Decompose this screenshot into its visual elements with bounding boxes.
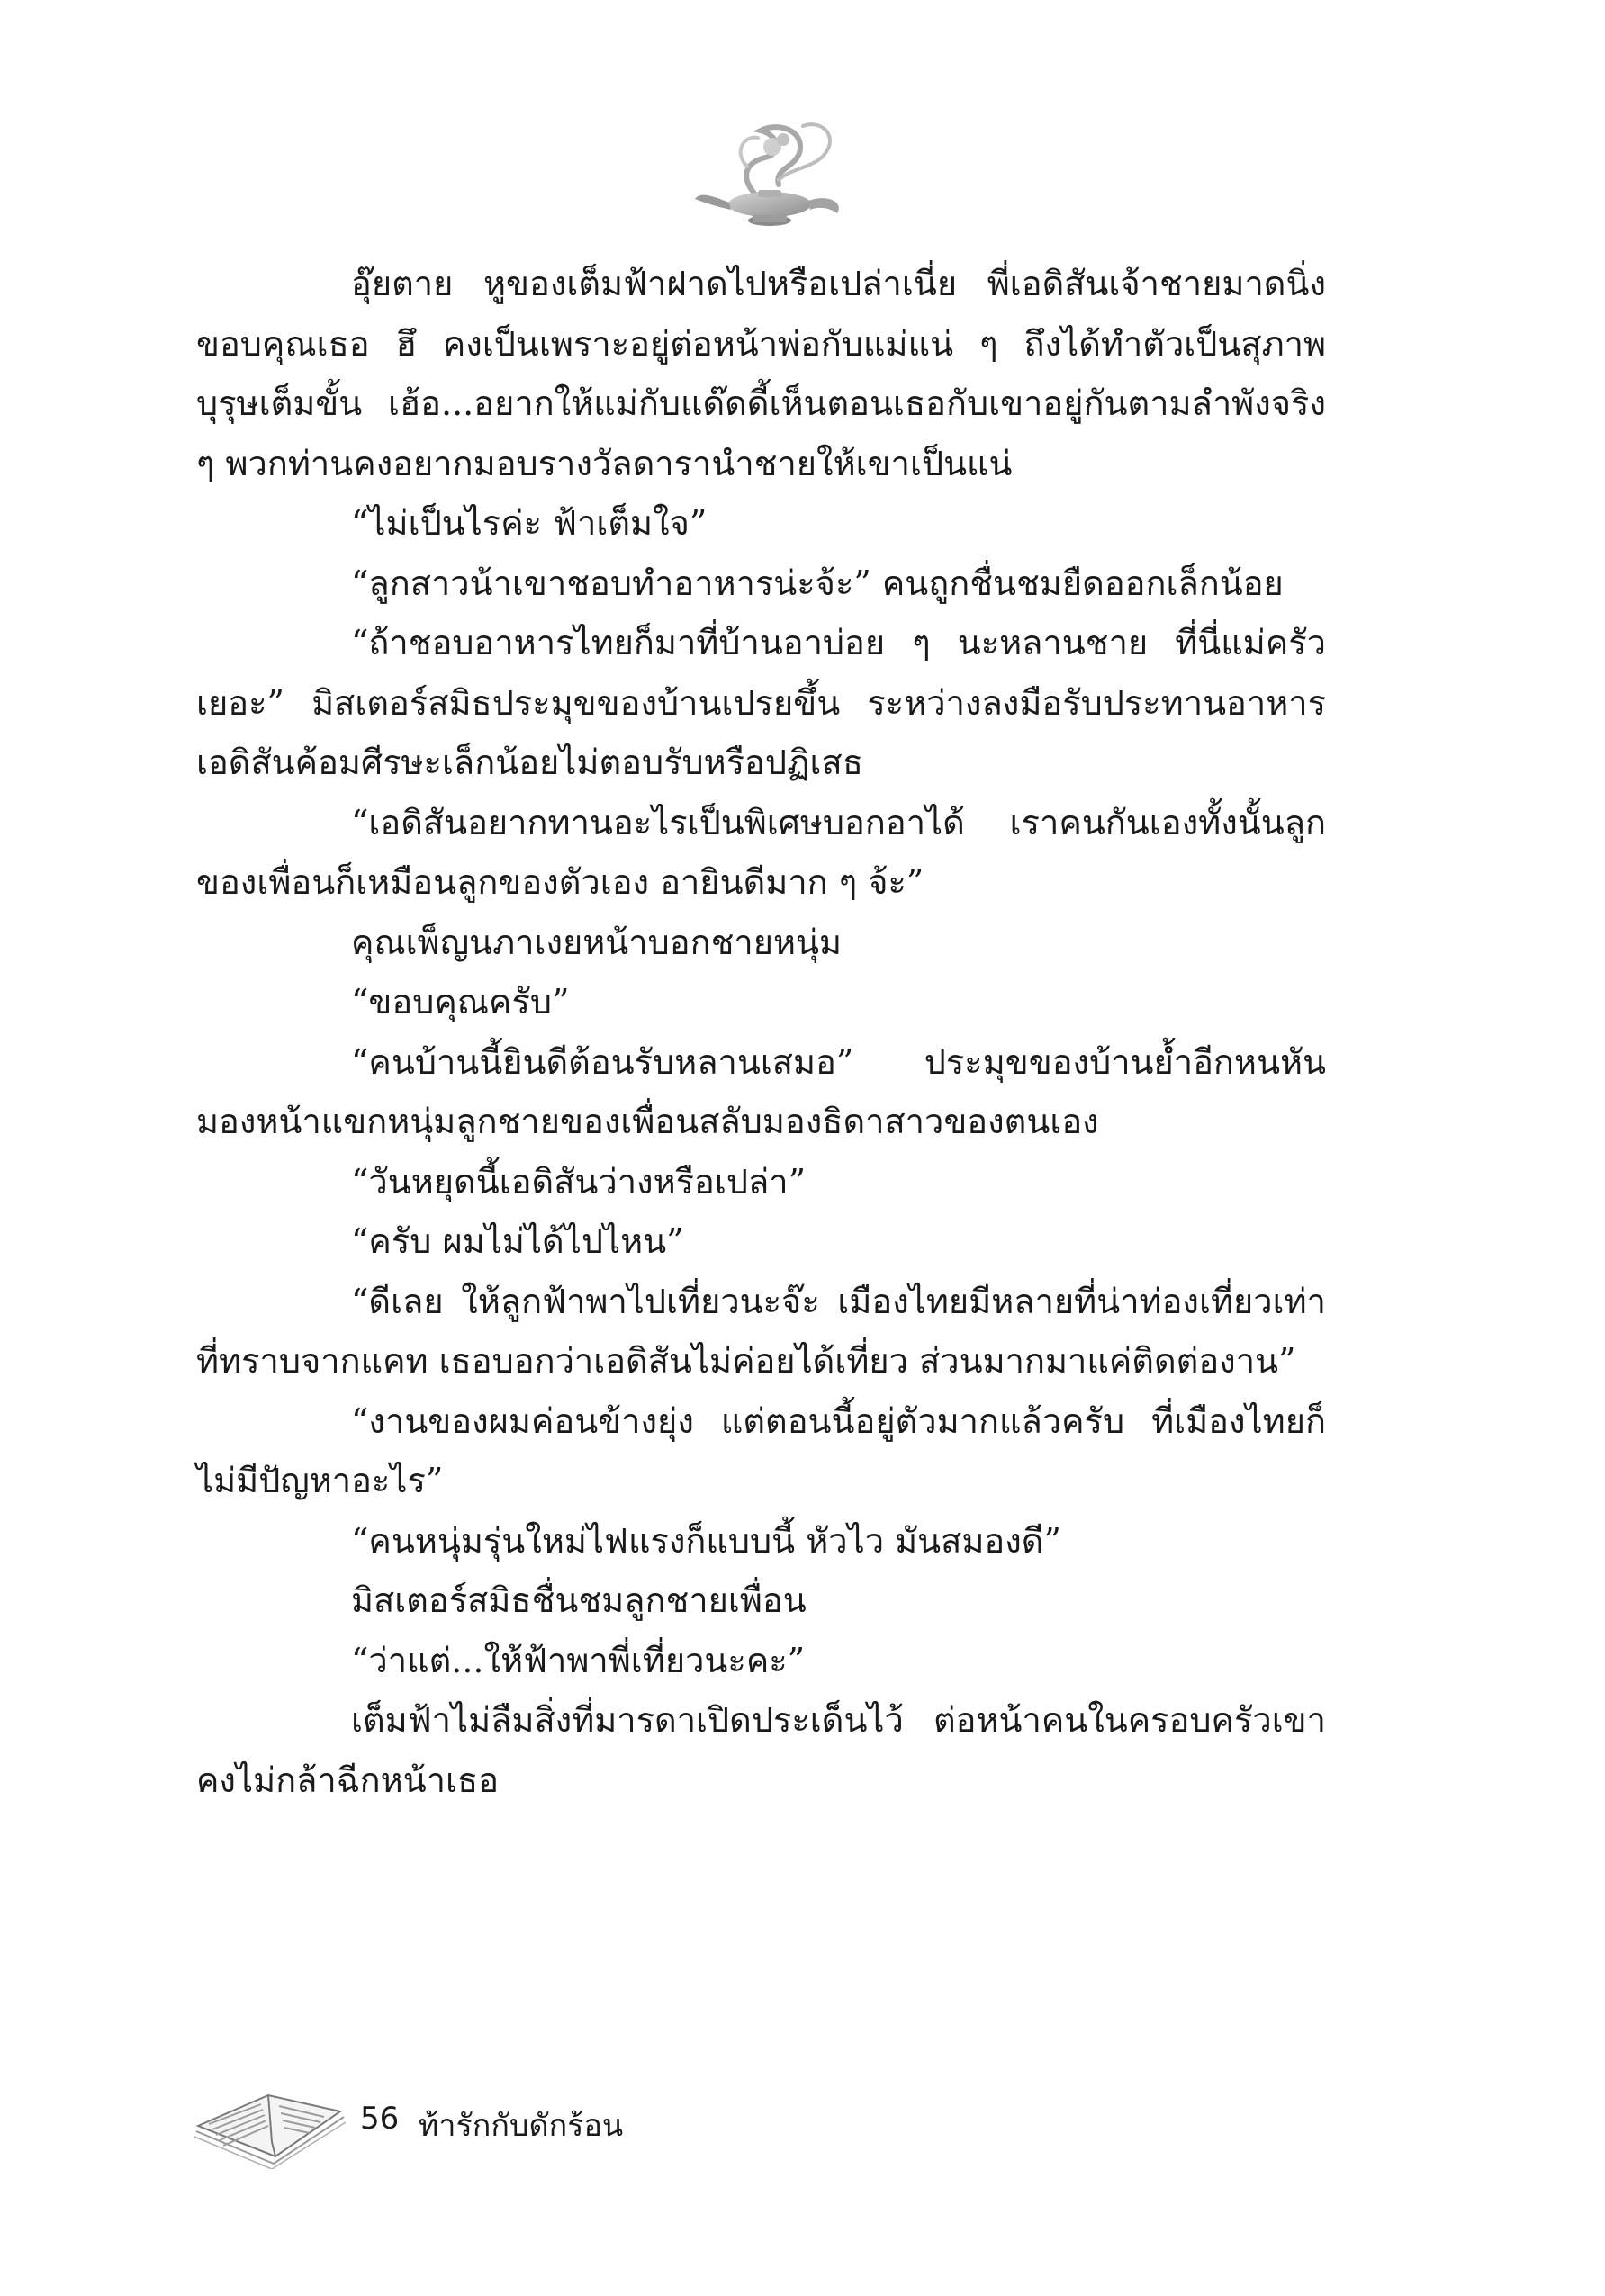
paragraph: “ดีเลย ให้ลูกฟ้าพาไปเที่ยวนะจ๊ะ เมืองไทยมีหลายที่น่าท่องเที่ยวเท่าที่ทราบจากแคท เธอบอกว่าเอดิสันไม่ค่อยได้เที่ยว ส่วนมากมาแค่ติดต่องาน” [196, 1281, 1326, 1381]
page-footer [189, 2070, 819, 2169]
book-title: ท้ารักกับดักร้อน [419, 2108, 624, 2144]
paragraph: คุณเพ็ญนภาเงยหน้าบอกชายหนุ่ม [351, 922, 843, 962]
magic-lamp-icon [693, 113, 846, 234]
paragraph: เต็มฟ้าไม่ลืมสิ่งที่มารดาเปิดประเด็นไว้ ต่อหน้าคนในครอบครัวเขาคงไม่กล้าฉีกหน้าเธอ [196, 1700, 1326, 1800]
paragraph: “ขอบคุณครับ” [351, 982, 570, 1022]
paragraph: “ว่าแต่...ให้ฟ้าพาพี่เที่ยวนะคะ” [351, 1640, 806, 1680]
paragraph: “คนหนุ่มรุ่นใหม่ไฟแรงก็แบบนี้ หัวไว มันสมองดี” [351, 1520, 1061, 1561]
paragraph: “วันหยุดนี้เอดิสันว่างหรือเปล่า” [351, 1161, 807, 1202]
paragraph: “ถ้าชอบอาหารไทยก็มาที่บ้านอาบ่อย ๆ นะหลานชาย ที่นี่แม่ครัวเยอะ” มิสเตอร์สมิธประมุขของบ้านเปรยขึ้น ระหว่างลงมือรับประทานอาหาร เอดิสันค้อมศีรษะเล็กน้อยไม่ตอบรับหรือปฏิเสธ [196, 623, 1326, 782]
paragraph: “คนบ้านนี้ยินดีต้อนรับหลานเสมอ” ประมุขของบ้านย้ำอีกหนหันมองหน้าแขกหนุ่มลูกชายของเพื่อนสลับมองธิดาสาวของตนเอง [196, 1041, 1326, 1141]
paragraph: “ลูกสาวน้าเขาชอบทำอาหารน่ะจ้ะ” คนถูกชื่นชมยืดออกเล็กน้อย [351, 563, 1284, 603]
paragraph: “เอดิสันอยากทานอะไรเป็นพิเศษบอกอาได้ เราคนกันเองทั้งนั้นลูกของเพื่อนก็เหมือนลูกของตัวเอง อายินดีมาก ๆ จ้ะ” [196, 802, 1326, 902]
paragraph: อุ๊ยตาย หูของเต็มฟ้าฝาดไปหรือเปล่าเนี่ย พี่เอดิสันเจ้าชายมาดนิ่งขอบคุณเธอ ฮึ คงเป็นเพราะอยู่ต่อหน้าพ่อกับแม่แน่ ๆ ถึงได้ทำตัวเป็นสุภาพบุรุษเต็มขั้น เฮ้อ...อยากให้แม่กับแด๊ดดี้เห็นตอนเธอกับเขาอยู่กันตามลำพังจริง ๆ พวกท่านคงอยากมอบรางวัลดารานำชายให้เขาเป็นแน่ [196, 264, 1326, 483]
open-book-icon [189, 2070, 347, 2169]
paragraph: “ครับ ผมไม่ได้ไปไหน” [351, 1221, 684, 1261]
paragraph: มิสเตอร์สมิธชื่นชมลูกชายเพื่อน [351, 1580, 807, 1620]
paragraph: “ไม่เป็นไรค่ะ ฟ้าเต็มใจ” [351, 503, 708, 543]
page-body-text [196, 254, 1326, 1810]
page-number: 56 [360, 2101, 400, 2137]
paragraph: “งานของผมค่อนข้างยุ่ง แต่ตอนนี้อยู่ตัวมากแล้วครับ ที่เมืองไทยก็ไม่มีปัญหาอะไร” [196, 1400, 1326, 1500]
